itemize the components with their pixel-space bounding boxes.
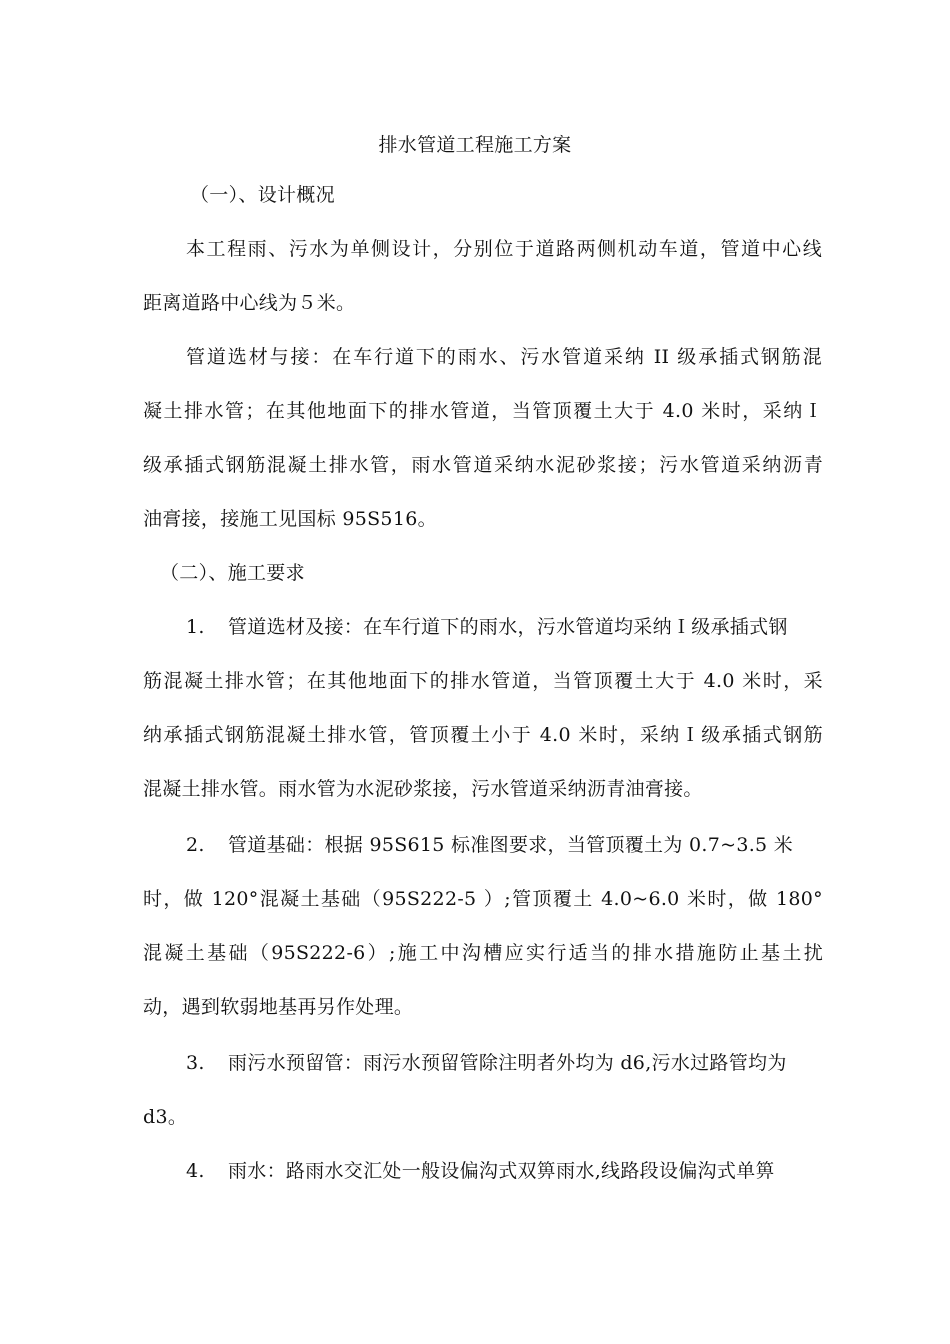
paragraph-line: 凝土排水管；在其他地面下的排水管道，当管顶覆土大于 4.0 米时，采纳Ｉ (143, 400, 823, 422)
paragraph-line: 级承插式钢筋混凝土排水管，雨水管道采纳水泥砂浆接；污水管道采纳沥青 (143, 454, 823, 476)
paragraph-line: d3。 (143, 1106, 188, 1128)
paragraph-line: 油膏接，接施工见国标 95S516。 (143, 508, 437, 530)
paragraph-line: 混凝土基础（95S222-6）;施工中沟槽应实行适当的排水措施防止基土扰 (143, 942, 823, 964)
paragraph-line: 动，遇到软弱地基再另作处理。 (143, 996, 414, 1018)
list-item (186, 1158, 822, 1184)
paragraph-line: 管道选材与接：在车行道下的雨水、污水管道采纳 II 级承插式钢筋混 (186, 346, 822, 368)
paragraph-line: 本工程雨、污水为单侧设计，分别位于道路两侧机动车道，管道中心线 (186, 238, 822, 260)
list-item-number: 4. (186, 1160, 205, 1182)
list-item (186, 614, 822, 640)
list-item-number: 2. (186, 834, 205, 856)
list-item-number: 1. (186, 616, 205, 638)
list-item-text: 雨水：路雨水交汇处一般设偏沟式双箅雨水,线路段设偏沟式单箅 (228, 1160, 775, 1182)
paragraph-line: 筋混凝土排水管；在其他地面下的排水管道，当管顶覆土大于 4.0 米时，采 (143, 670, 823, 692)
list-item-text: 管道选材及接：在车行道下的雨水，污水管道均采纳Ｉ级承插式钢 (228, 616, 788, 638)
list-item (186, 832, 822, 858)
paragraph-line: 距离道路中心线为５米。 (143, 292, 356, 314)
section-heading-design-overview: （一）、设计概况 (190, 184, 335, 206)
section-heading-construction-requirements: （二）、施工要求 (160, 562, 305, 584)
document-title: 排水管道工程施工方案 (378, 134, 572, 156)
list-item-text: 管道基础：根据 95S615 标准图要求，当管顶覆土为 0.7~3.5 米 (228, 834, 794, 856)
list-item (186, 1050, 822, 1076)
paragraph-line: 混凝土排水管。雨水管为水泥砂浆接，污水管道采纳沥青油膏接。 (143, 778, 703, 800)
list-item-number: 3. (186, 1052, 205, 1074)
paragraph-line: 时，做 120°混凝土基础（95S222-5 ）;管顶覆土 4.0~6.0 米时，做 180° (143, 888, 823, 910)
list-item-text: 雨污水预留管：雨污水预留管除注明者外均为 d6,污水过路管均为 (228, 1052, 787, 1074)
paragraph-line: 纳承插式钢筋混凝土排水管，管顶覆土小于 4.0 米时，采纳Ｉ级承插式钢筋 (143, 724, 823, 746)
